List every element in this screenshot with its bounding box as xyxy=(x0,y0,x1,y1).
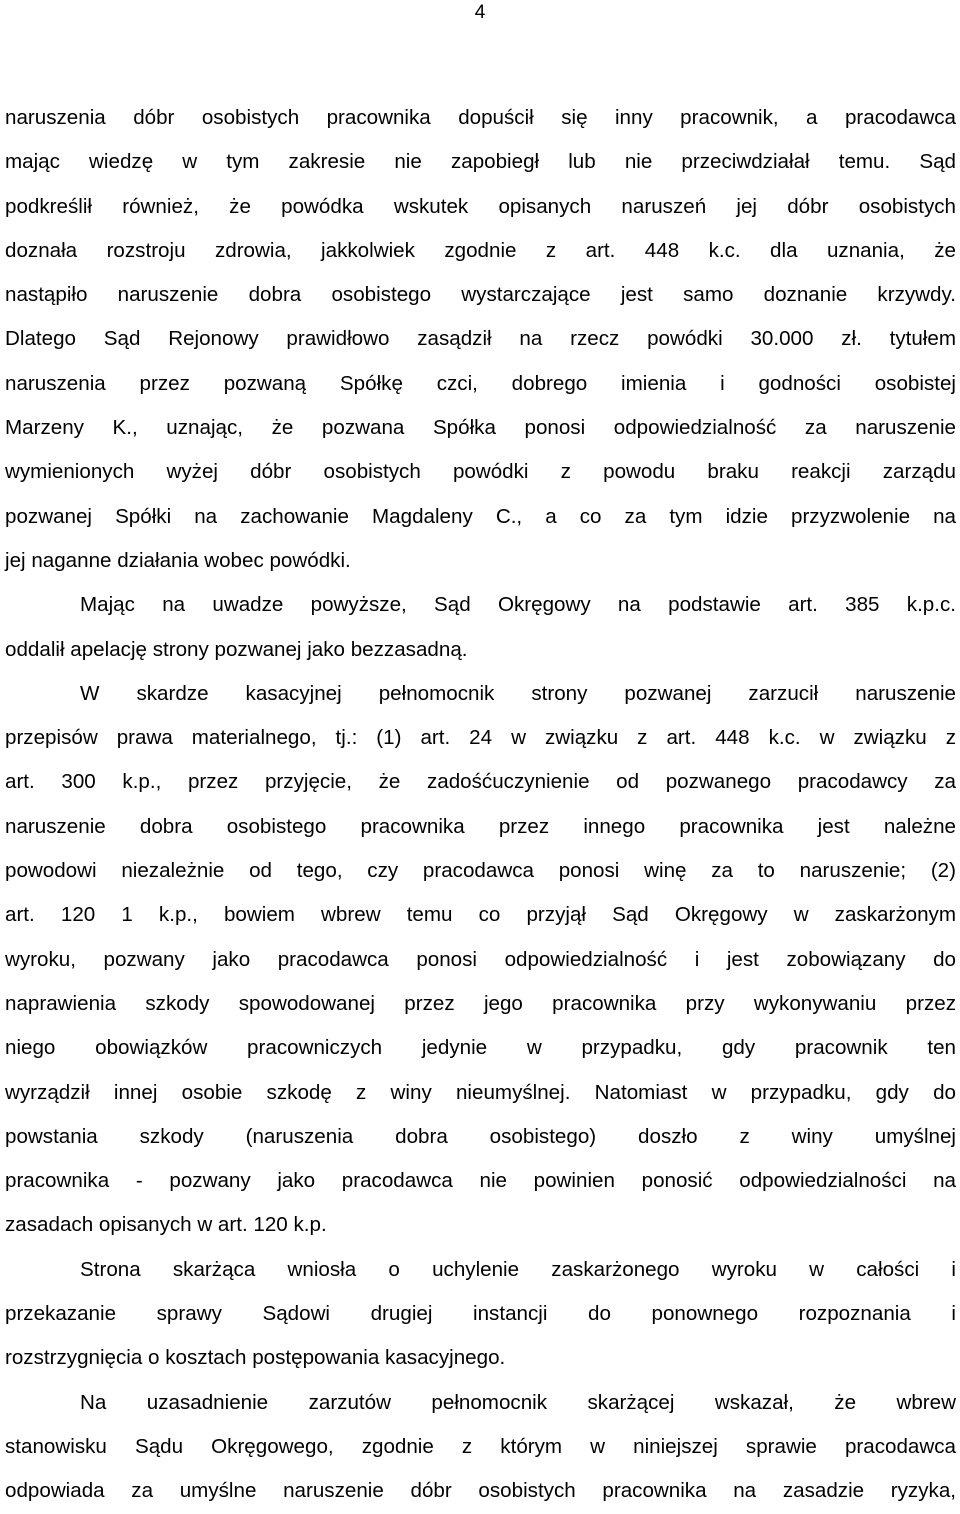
text-line: wymienionych wyżej dóbr osobistych powódki z powodu braku reakcji zarządu xyxy=(5,460,956,484)
text-line: podkreślił również, że powódka wskutek opisanych naruszeń jej dóbr osobistych xyxy=(5,194,956,218)
text-line: naruszenia dóbr osobistych pracownika dopuścił się inny pracownik, a pracodawca xyxy=(5,106,956,129)
text-line: wyroku, pozwany jako pracodawca ponosi odpowiedzialność i jest zobowiązany do xyxy=(5,947,956,971)
text-line: stanowisku Sądu Okręgowego, zgodnie z którym w niniejszej sprawie pracodawca xyxy=(5,1434,956,1458)
text-line: niego obowiązków pracowniczych jedynie w przypadku, gdy pracownik ten xyxy=(5,1036,956,1060)
text-line: naruszenie dobra osobistego pracownika przez innego pracownika jest należne xyxy=(5,814,956,838)
text-line: Strona skarżąca wniosła o uchylenie zaskarżonego wyroku w całości i xyxy=(80,1257,956,1281)
text-line: Dlatego Sąd Rejonowy prawidłowo zasądził na rzecz powódki 30.000 zł. tytułem xyxy=(5,327,956,351)
body-text xyxy=(5,96,956,1514)
text-line: powstania szkody (naruszenia dobra osobistego) doszło z winy umyślnej xyxy=(5,1124,956,1148)
text-line: W skardze kasacyjnej pełnomocnik strony pozwanej zarzucił naruszenie xyxy=(80,681,956,705)
text-line: przepisów prawa materialnego, tj.: (1) art. 24 w związku z art. 448 k.c. w związku z xyxy=(5,726,956,750)
text-line: odpowiada za umyślne naruszenie dóbr osobistych pracownika na zasadzie ryzyka, xyxy=(5,1479,956,1503)
text-line: Na uzasadnienie zarzutów pełnomocnik skarżącej wskazał, że wbrew xyxy=(80,1390,956,1414)
text-line: nastąpiło naruszenie dobra osobistego wystarczające jest samo doznanie krzywdy. xyxy=(5,283,956,307)
text-line: przekazanie sprawy Sądowi drugiej instancji do ponownego rozpoznania i xyxy=(5,1302,956,1326)
text-line: art. 300 k.p., przez przyjęcie, że zadośćuczynienie od pozwanego pracodawcy za xyxy=(5,770,956,794)
text-line: naruszenia przez pozwaną Spółkę czci, dobrego imienia i godności osobistej xyxy=(5,371,956,395)
text-line: naprawienia szkody spowodowanej przez jego pracownika przy wykonywaniu przez xyxy=(5,991,956,1015)
text-line: Marzeny K., uznając, że pozwana Spółka ponosi odpowiedzialność za naruszenie xyxy=(5,416,956,440)
text-line: oddalił apelację strony pozwanej jako bezzasadną. xyxy=(5,637,468,661)
text-line: doznała rozstroju zdrowia, jakkolwiek zgodnie z art. 448 k.c. dla uznania, że xyxy=(5,238,956,262)
text-line: rozstrzygnięcia o kosztach postępowania kasacyjnego. xyxy=(5,1346,506,1370)
text-line: art. 120 1 k.p., bowiem wbrew temu co przyjął Sąd Okręgowy w zaskarżonym xyxy=(5,903,956,927)
page-number: 4 xyxy=(474,2,486,23)
text-line: wyrządził innej osobie szkodę z winy nieumyślnej. Natomiast w przypadku, gdy do xyxy=(5,1080,956,1104)
text-line: Mając na uwadze powyższe, Sąd Okręgowy na podstawie art. 385 k.p.c. xyxy=(80,593,956,617)
text-line: pozwanej Spółki na zachowanie Magdaleny C., a co za tym idzie przyzwolenie na xyxy=(5,504,956,528)
text-line: mając wiedzę w tym zakresie nie zapobiegł lub nie przeciwdziałał temu. Sąd xyxy=(5,150,956,174)
text-line: pracownika - pozwany jako pracodawca nie powinien ponosić odpowiedzialności na xyxy=(5,1169,956,1193)
text-line: jej naganne działania wobec powódki. xyxy=(5,548,351,572)
text-line: powodowi niezależnie od tego, czy pracodawca ponosi winę za to naruszenie; (2) xyxy=(5,859,956,883)
text-line: zasadach opisanych w art. 120 k.p. xyxy=(5,1213,327,1237)
